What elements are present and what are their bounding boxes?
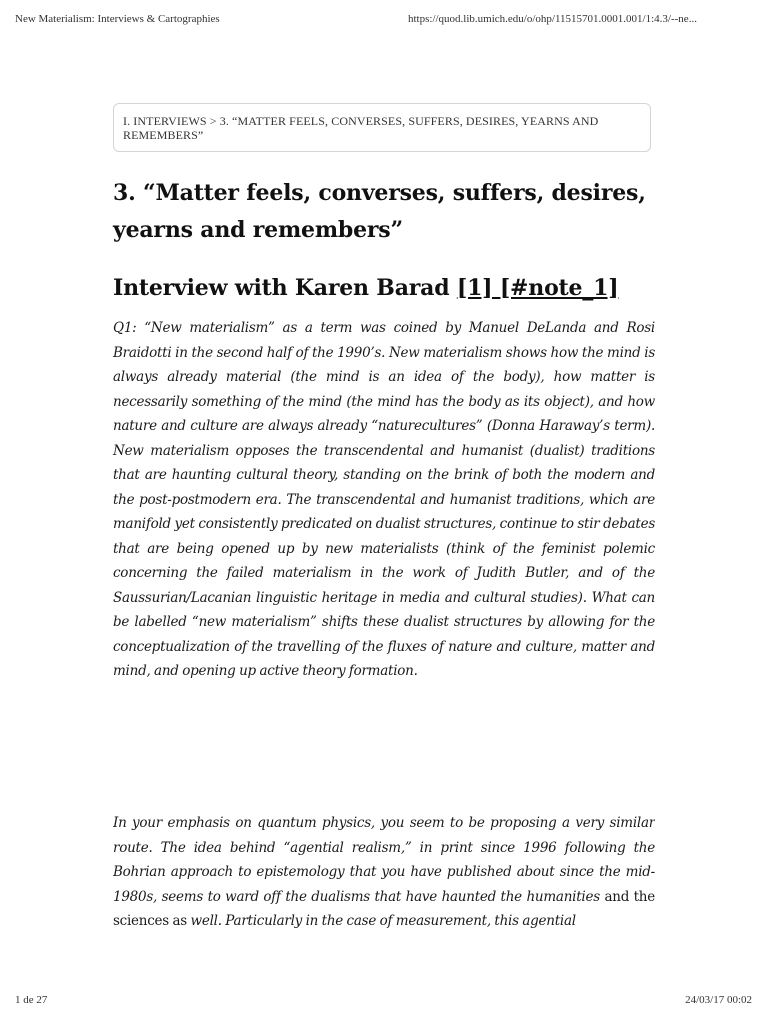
interview-heading-text: Interview with Karen Barad (113, 275, 450, 301)
body-paragraph-upright: and the sciences as (113, 888, 655, 929)
question-paragraph: Q1: “New materialism” as a term was coined by Manuel DeLanda and Rosi Braidotti in the second half of the 1990’s. New materialism shows how the mind is always already material (the mind is an idea of the body), how matter is necessarily something of the mind (the mind has the body as its object), and how nature and culture are always already “naturecultures” (Donna Haraway’s term). New materialism opposes the transcendental and humanist (dualist) traditions that are haunting cultural theory, standing on the brink of both the modern and the post-postmodern era. The transcendental and humanist traditions, which are manifold yet consistently predicated on dualist structures, continue to stir debates that are being opened up by new materialists (think of the feminist polemic concerning the failed materialism in the work of Judith Butler, and of the Saussurian/Lacanian linguistic heritage in media and cultural studies). What can be labelled “new materialism” shifts these dualist structures by allowing for the conceptualization of the travelling of the fluxes of nature and culture, matter and mind, and opening up active theory formation. (113, 320, 655, 679)
body-paragraph (113, 811, 655, 961)
breadcrumb (113, 103, 651, 152)
body-paragraph-italic-2: well. Particularly in the case of measurement, this agential (187, 913, 576, 929)
body-paragraph-italic-1: In your emphasis on quantum physics, you seem to be proposing a very similar route. The idea behind “agential realism,” in print since 1996 following the Bohrian approach to epistemology that you have published about since the mid-1980s, seems to ward off the dualisms that have haunted the humanities (113, 815, 655, 905)
page-url[interactable]: https://quod.lib.umich.edu/o/ohp/11515701.0001.001/1:4.3/--ne... (408, 13, 697, 25)
breadcrumb-current: 3. “MATTER FEELS, CONVERSES, SUFFERS, DESIRES, YEARNS AND REMEMBERS” (123, 114, 599, 142)
print-header (0, 0, 768, 30)
chapter-title: 3. “Matter feels, converses, suffers, desires, yearns and remembers” (113, 180, 646, 243)
footnote-link[interactable]: [1] [#note_1] (456, 275, 619, 301)
document-title: New Materialism: Interviews & Cartographies (15, 13, 220, 25)
interview-heading (113, 270, 673, 306)
print-footer (0, 994, 768, 1014)
breadcrumb-section-link[interactable]: I. INTERVIEWS (123, 114, 207, 128)
page-number: 1 de 27 (15, 994, 48, 1006)
breadcrumb-separator: > (209, 114, 217, 128)
print-timestamp: 24/03/17 00:02 (685, 994, 752, 1006)
